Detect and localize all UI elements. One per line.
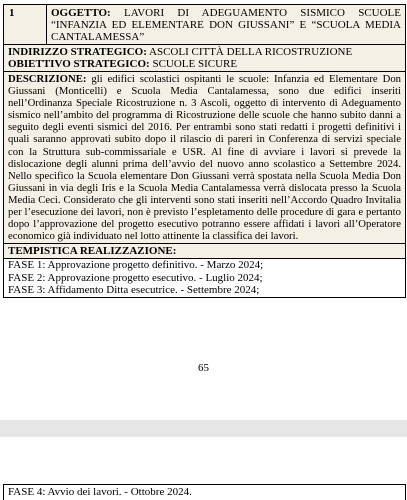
oggetto-label: OGGETTO:	[51, 7, 111, 19]
obiettivo-label: OBIETTIVO STRATEGICO:	[8, 58, 150, 70]
fase-item: FASE 1: Approvazione progetto definitivo. - Marzo 2024;	[8, 259, 264, 272]
fase-item: FASE 2: Approvazione progetto esecutivo. - Luglio 2024;	[8, 271, 263, 284]
fase-item: FASE 3: Affidamento Ditta esecutrice. - Settembre 2024;	[8, 284, 260, 297]
indirizzo-text: ASCOLI CITTÀ DELLA RICOSTRUZIONE	[149, 46, 353, 58]
fase4-text: FASE 4: Avvio dei lavori. - Ottobre 2024.	[8, 486, 192, 498]
project-table	[3, 4, 406, 298]
fasi-row	[4, 259, 405, 296]
indirizzo-label: INDIRIZZO STRATEGICO:	[8, 46, 147, 58]
obiettivo-text: SCUOLE SICURE	[152, 58, 238, 70]
tempistica-row	[4, 244, 405, 259]
page-number: 65	[198, 362, 209, 374]
oggetto-cell	[47, 5, 405, 44]
project-number: 1	[4, 5, 47, 44]
fase4-row	[3, 484, 406, 500]
project-header-row	[4, 5, 405, 45]
tempistica-label: TEMPISTICA REALIZZAZIONE:	[8, 245, 177, 258]
descrizione-row	[4, 72, 405, 244]
indirizzo-obiettivo-row	[4, 45, 405, 72]
oggetto-text: LAVORI DI ADEGUAMENTO SISMICO SCUOLE “INFANZIA ED ELEMENTARE DON GIUSSANI” E “SCUOLA MEDIA CANTALAMESSA”	[51, 7, 401, 43]
descrizione-text: gli edifici scolastici ospitanti le scuole: Infanzia ed Elementare Don Giussani (Monticelli) e Scuola Media Cantalamessa, sono due edifici inseriti nell’Ordinanza Speciale Ricostruzione n. 3 Ascoli, oggetto di intervento di Adeguamento sismico nell’ambito del programma di Ricostruzione delle scuole che hanno subito danni a seguito degli eventi sismici del 2016. Per entrambi sono stati redatti i progetti definitivi i quali saranno approvati subito dopo il rilascio di pareri in Conferenza di servizi speciale con la Struttura sub-commissariale e USR. Al fine di avviare i lavori si prevede la dislocazione degli alunni prima dell’avvio del nuovo anno scolastico a Settembre 2024. Nello specifico la Scuola elementare Don Giussani verrà spostata nella Scuola Media Don Giussani in via degli Iris e la Scuola Media Cantalamessa verrà dislocata presso la Scuola Media Ceci. Considerato che gli interventi sono stati inseriti nell’Accordo Quadro Invitalia per l’esecuzione dei lavori, non è previsto l’espletamento delle procedure di gara e pertanto dopo l’approvazione del progetto esecutivo potranno essere affidati i lavori all’Operatore economico già individuato nel lotto attinente la classifica dei lavori.	[8, 73, 402, 243]
indirizzo-line	[8, 46, 401, 58]
page-break-separator	[0, 420, 407, 437]
obiettivo-line	[8, 58, 401, 70]
descrizione-label: DESCRIZIONE:	[8, 73, 87, 85]
